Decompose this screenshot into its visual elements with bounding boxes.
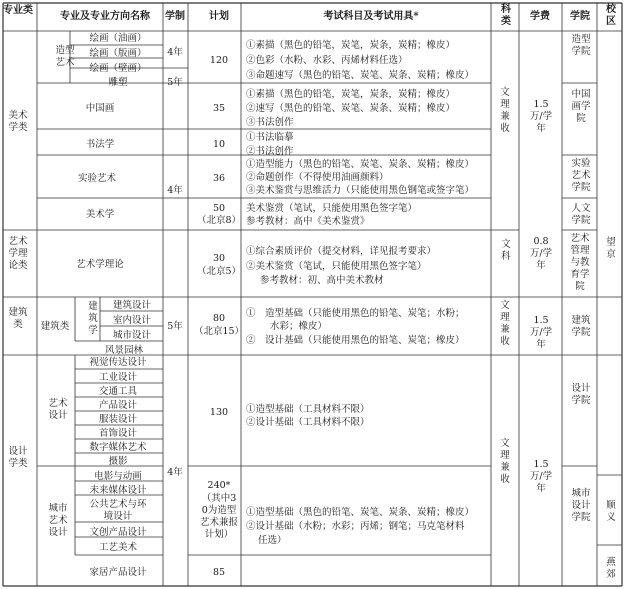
header-campus: 校区 <box>606 4 616 27</box>
fine-arts-subject: 文理兼收 <box>500 87 510 134</box>
home-plan: 85 <box>212 567 226 578</box>
chinese-exam-3: ③书法创作 <box>246 117 294 128</box>
art-theory-subject: 文科 <box>501 239 511 262</box>
plastic-exam-3: ③命题速写（黑色的铅笔、炭笔、炭条、炭精；橡皮） <box>246 70 475 81</box>
experimental-plan: 36 <box>212 173 226 184</box>
fine-arts-exam-2: 参考教材：高中《美术鉴赏》 <box>246 216 370 227</box>
architecture-exam-2: 水彩；橡皮） <box>270 321 328 332</box>
city-exam-1: ①造型基础（黑色的铅笔、炭笔、炭条、炭精；橡皮） <box>246 507 475 518</box>
city-college: 城市设计学院 <box>571 488 591 523</box>
art-design-college: 设计学院 <box>571 383 591 406</box>
plastic-exam-2: ②色彩（水粉、水彩、丙烯材料任选） <box>246 55 408 66</box>
sculpture: 雕塑 <box>108 77 128 88</box>
chinese-college: 中国画学院 <box>571 89 591 124</box>
category-design: 设计学类 <box>8 446 28 469</box>
city-exam-2: ②设计基础（水粉；水彩；丙烯；钢笔；马克笔材料 <box>246 521 465 532</box>
calligraphy-plan: 10 <box>212 139 226 150</box>
plastic-dir-mural: 绘画（壁画） <box>89 63 147 74</box>
art-design-plan: 130 <box>209 407 229 418</box>
experimental-exam-2: ②命题创作（不得使用油画颜料） <box>246 172 389 183</box>
art-design-dir-jewelry: 首饰设计 <box>98 428 138 439</box>
art-theory-plan-note: （北京5） <box>196 266 242 277</box>
campus-yanjiao: 燕郊 <box>606 557 616 580</box>
architecture-exam-1: ① 造型基础（只能使用黑色的铅笔、炭笔；水粉； <box>246 308 465 319</box>
chinese-plan: 35 <box>212 103 226 114</box>
header-duration: 学制 <box>165 11 185 22</box>
experimental-exam-3: ③美术鉴赏与思维活力（只能使用黑色钢笔或签字笔） <box>246 185 475 196</box>
experimental-exam-1: ①造型能力（黑色的铅笔、炭笔、炭条、炭精；橡皮） <box>246 159 475 170</box>
art-design-dir-photography: 摄影 <box>108 456 128 467</box>
city-dir-public-art-line1: 公共艺术与环 <box>89 499 147 510</box>
art-theory-college: 艺术管理与教育学院 <box>570 233 590 292</box>
campus-shunyi: 顺义 <box>606 500 616 523</box>
art-design-exam-2: ②设计基础（工具材料不限） <box>246 417 370 428</box>
architecture-dir-interior: 室内设计 <box>112 315 152 326</box>
calligraphy-exam-2: ②书法创作 <box>246 146 294 157</box>
experimental-college: 实验艺术学院 <box>571 158 591 193</box>
header-category: 专业类 <box>3 5 33 16</box>
city-dir-future-media: 未来媒体设计 <box>89 485 147 496</box>
experimental-art: 实验艺术 <box>77 173 117 184</box>
plastic-arts-group: 造型艺术 <box>55 45 75 68</box>
calligraphy-exam-1: ①书法临摹 <box>246 132 294 143</box>
art-theory-tuition: 0.8万/学年 <box>529 236 553 271</box>
fine-arts-plan: 50 <box>212 203 226 214</box>
chinese-painting: 中国画 <box>85 103 115 114</box>
fine-arts-exam-1: 美术鉴赏（笔试，只能使用黑色签字笔） <box>246 203 418 214</box>
city-plan: 240* <box>207 480 231 491</box>
plastic-dir-print: 绘画（版画） <box>89 48 147 59</box>
architecture-plan-note: （北京15） <box>193 326 245 337</box>
campus-wangjing: 望京 <box>606 237 616 260</box>
design-subject: 文理兼收 <box>500 438 510 485</box>
architecture-college: 建筑学院 <box>571 315 591 338</box>
plastic-duration: 4年 <box>167 47 183 58</box>
city-plan-note: （其中30为造型艺术兼报计划） <box>200 493 239 540</box>
art-theory-exam-3: 参考教材：初、高中美术教材 <box>260 275 384 286</box>
architecture-plan: 80 <box>212 313 226 324</box>
fine-arts-college: 人文学院 <box>571 203 591 226</box>
art-design-dir-fashion: 服装设计 <box>98 414 138 425</box>
city-exam-3: 任选） <box>258 535 287 546</box>
plastic-college: 造型学院 <box>571 34 591 57</box>
city-dir-craft: 工艺美术 <box>98 542 138 553</box>
group-duration: 4年 <box>167 185 183 196</box>
design-tuition: 1.5万/学年 <box>529 459 553 494</box>
art-design-dir-visual: 视觉传达设计 <box>89 357 147 368</box>
architecture-subject: 文理兼收 <box>500 300 510 347</box>
home-product-design: 家居产品设计 <box>89 567 147 578</box>
chinese-exam-2: ②速写（黑色的铅笔、炭笔、炭条、炭精；橡皮） <box>246 103 456 114</box>
plastic-exam-1: ①素描（黑色的铅笔，炭笔，炭条，炭精；橡皮） <box>246 40 456 51</box>
architecture-exam-3: ② 设计基础（只能使用黑色的铅笔、炭笔；橡皮） <box>246 335 465 346</box>
city-art-group: 城市艺术设计 <box>48 503 68 538</box>
header-tuition: 学费 <box>530 11 550 22</box>
art-design-exam-1: ①造型基础（工具材料不限） <box>246 404 370 415</box>
art-theory-plan: 30 <box>212 253 226 264</box>
architecture-dir-building: 建筑设计 <box>112 300 152 311</box>
calligraphy: 书法学 <box>85 139 115 150</box>
category-art-theory: 艺术学理论类 <box>8 236 28 271</box>
header-major: 专业及专业方向名称 <box>60 11 150 22</box>
art-theory-exam-2: ②美术鉴赏（笔试，只能使用黑色签字笔） <box>246 261 427 272</box>
plastic-plan: 120 <box>209 55 229 66</box>
city-dir-creative: 文创产品设计 <box>89 527 147 538</box>
art-design-group: 艺术设计 <box>48 398 68 421</box>
art-design-dir-digital: 数字媒体艺术 <box>89 442 147 453</box>
header-subject: 科类 <box>501 4 511 27</box>
art-design-dir-industrial: 工业设计 <box>98 372 138 383</box>
city-dir-animation: 电影与动画 <box>94 471 142 482</box>
art-design-dir-transport: 交通工具 <box>98 386 138 397</box>
architecture-dir-urban: 城市设计 <box>112 330 152 341</box>
art-design-dir-product: 产品设计 <box>98 400 138 411</box>
art-theory-major: 艺术学理论 <box>76 259 124 270</box>
architecture-group: 建筑类 <box>40 321 70 332</box>
header-college: 学院 <box>570 11 590 22</box>
fine-arts-tuition: 1.5万/学年 <box>529 99 553 134</box>
plastic-dir-oil: 绘画（油画） <box>89 33 147 44</box>
architecture-tuition: 1.5万/学年 <box>529 315 553 350</box>
landscape-architecture: 风景园林 <box>104 345 144 356</box>
header-exam: 考试科目及考试用具* <box>323 11 419 22</box>
architecture-sub-group: 建筑学 <box>88 301 98 336</box>
header-plan: 计划 <box>209 11 229 22</box>
category-architecture: 建筑类 <box>8 307 28 330</box>
design-duration: 4年 <box>167 467 183 478</box>
category-fine-arts: 美术学类 <box>8 110 28 133</box>
fine-arts-plan-note: （北京8） <box>196 215 242 226</box>
city-dir-public-art-line2: 境设计 <box>103 511 133 522</box>
art-theory-exam-1: ①综合素质评价（提交材料，详见报考要求） <box>246 246 437 257</box>
sculpture-duration: 5年 <box>167 77 183 88</box>
architecture-duration: 5年 <box>167 321 183 332</box>
chinese-exam-1: ①素描（黑色的铅笔，炭笔，炭条，炭精；橡皮） <box>246 89 456 100</box>
fine-arts-major: 美术学 <box>85 209 115 220</box>
